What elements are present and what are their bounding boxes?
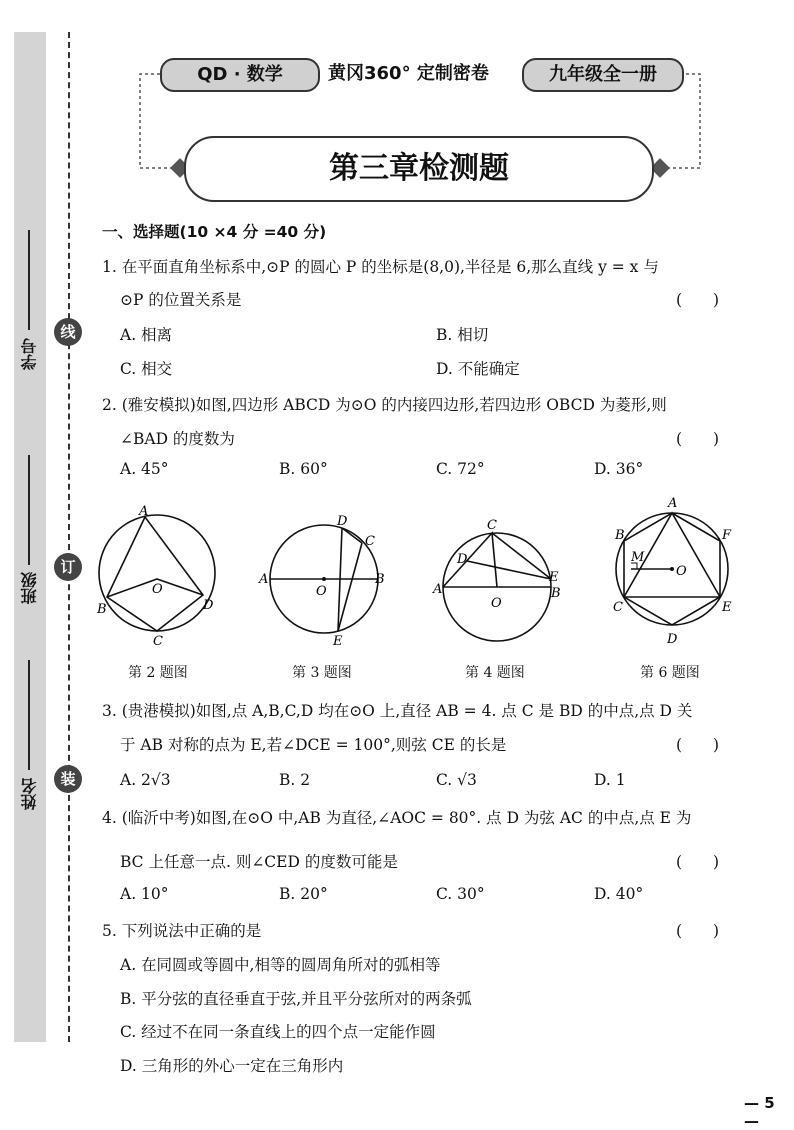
header-grade: 九年级全一册 [522, 58, 684, 92]
svg-text:O: O [676, 564, 687, 579]
q1-option-c: C. 相交 [120, 360, 173, 378]
q5-stem: 5. 下列说法中正确的是 [102, 922, 262, 940]
svg-text:A: A [139, 504, 149, 519]
q1-option-b: B. 相切 [436, 326, 489, 344]
q3-option-b: B. 2 [279, 771, 311, 789]
page-title: 第三章检测题 [184, 136, 654, 202]
q4-option-c: C. 30° [436, 885, 485, 903]
q3-option-c: C. √3 [436, 771, 477, 789]
q1-option-d: D. 不能确定 [436, 360, 520, 378]
svg-text:C: C [153, 634, 163, 649]
q4-stem-line1: 4. (临沂中考)如图,在⊙O 中,AB 为直径,∠AOC = 80°. 点 D 为弦 AC 的中点,点 E 为 [102, 809, 692, 827]
svg-text:F: F [722, 528, 732, 543]
q2-option-b: B. 60° [279, 460, 328, 478]
q5-answer-blank[interactable]: ( ) [676, 922, 720, 940]
q4-answer-blank[interactable]: ( ) [676, 853, 720, 871]
q4-stem-line2: BC 上任意一点. 则∠CED 的度数可能是 [120, 853, 398, 871]
q2-option-c: C. 72° [436, 460, 485, 478]
svg-text:D: D [203, 598, 214, 613]
circle-label-ding: 订 [54, 553, 82, 581]
q3-option-a: A. 2√3 [120, 771, 171, 789]
circle-label-zhuang: 装 [54, 765, 82, 793]
svg-text:A: A [259, 572, 269, 587]
q1-stem-line1: 1. 在平面直角坐标系中,⊙P 的圆心 P 的坐标是(8,0),半径是 6,那么直线 y = x 与 [102, 258, 659, 276]
svg-text:D: D [667, 632, 678, 647]
svg-text:B: B [615, 528, 625, 543]
svg-text:E: E [333, 634, 343, 649]
svg-text:C: C [613, 600, 623, 615]
fig3-caption: 第 3 题图 [292, 665, 352, 681]
figure-4 [432, 518, 561, 641]
svg-text:M: M [631, 550, 645, 565]
figure-3 [258, 514, 385, 649]
svg-text:C: C [487, 518, 497, 533]
q1-answer-blank[interactable]: ( ) [676, 291, 720, 309]
label-xuehao: 学号 [20, 338, 39, 370]
fig6-caption: 第 6 题图 [640, 665, 700, 681]
q2-answer-blank[interactable]: ( ) [676, 430, 720, 448]
svg-text:O: O [152, 582, 163, 597]
q1-option-a: A. 相离 [120, 326, 173, 344]
q3-stem-line1: 3. (贵港模拟)如图,点 A,B,C,D 均在⊙O 上,直径 AB = 4. 点 C 是 BD 的中点,点 D 关 [102, 702, 693, 720]
q2-option-d: D. 36° [594, 460, 644, 478]
header-bar [160, 58, 680, 90]
q2-stem-line2: ∠BAD 的度数为 [120, 430, 235, 448]
svg-text:O: O [491, 596, 502, 611]
q4-option-d: D. 40° [594, 885, 644, 903]
xingming-blank[interactable] [28, 660, 30, 770]
header-subject: QD · 数学 [160, 58, 320, 92]
svg-text:E: E [722, 600, 732, 615]
figures-row [95, 495, 735, 655]
q3-answer-blank[interactable]: ( ) [676, 736, 720, 754]
svg-text:E: E [549, 570, 559, 585]
svg-text:C: C [365, 534, 375, 549]
q1-stem-line2: ⊙P 的位置关系是 [120, 291, 242, 309]
svg-text:A: A [668, 496, 678, 511]
label-xingming: 姓名 [20, 778, 39, 810]
figure-2 [96, 504, 215, 649]
svg-text:D: D [457, 552, 468, 567]
svg-text:D: D [337, 514, 348, 529]
svg-text:B: B [97, 602, 107, 617]
q4-option-b: B. 20° [279, 885, 328, 903]
q5-option-b: B. 平分弦的直径垂直于弦,并且平分弦所对的两条弧 [120, 990, 472, 1008]
q5-option-a: A. 在同圆或等圆中,相等的圆周角所对的弧相等 [120, 956, 441, 974]
svg-text:B: B [375, 572, 385, 587]
q3-stem-line2: 于 AB 对称的点为 E,若∠DCE = 100°,则弦 CE 的长是 [120, 736, 507, 754]
svg-text:O: O [316, 584, 327, 599]
section-title: 一、选择题(10 ×4 分 =40 分) [102, 223, 327, 241]
q2-option-a: A. 45° [120, 460, 169, 478]
q4-option-a: A. 10° [120, 885, 169, 903]
figure-6 [613, 496, 732, 647]
fig4-caption: 第 4 题图 [465, 665, 525, 681]
q3-option-d: D. 1 [594, 771, 626, 789]
svg-text:A: A [433, 582, 443, 597]
banji-blank[interactable] [28, 455, 30, 565]
q2-stem-line1: 2. (雅安模拟)如图,四边形 ABCD 为⊙O 的内接四边形,若四边形 OBCD 为菱形,则 [102, 396, 667, 414]
page-number: — 5 — [744, 1094, 775, 1130]
q5-option-d: D. 三角形的外心一定在三角形内 [120, 1057, 344, 1075]
label-banji: 班级 [20, 572, 39, 604]
fig2-caption: 第 2 题图 [128, 665, 188, 681]
header-series: 黄冈360° 定制密卷 [328, 63, 489, 84]
svg-text:B: B [551, 586, 561, 601]
xuehao-blank[interactable] [28, 230, 30, 330]
circle-label-xian: 线 [54, 318, 82, 346]
q5-option-c: C. 经过不在同一条直线上的四个点一定能作圆 [120, 1023, 436, 1041]
